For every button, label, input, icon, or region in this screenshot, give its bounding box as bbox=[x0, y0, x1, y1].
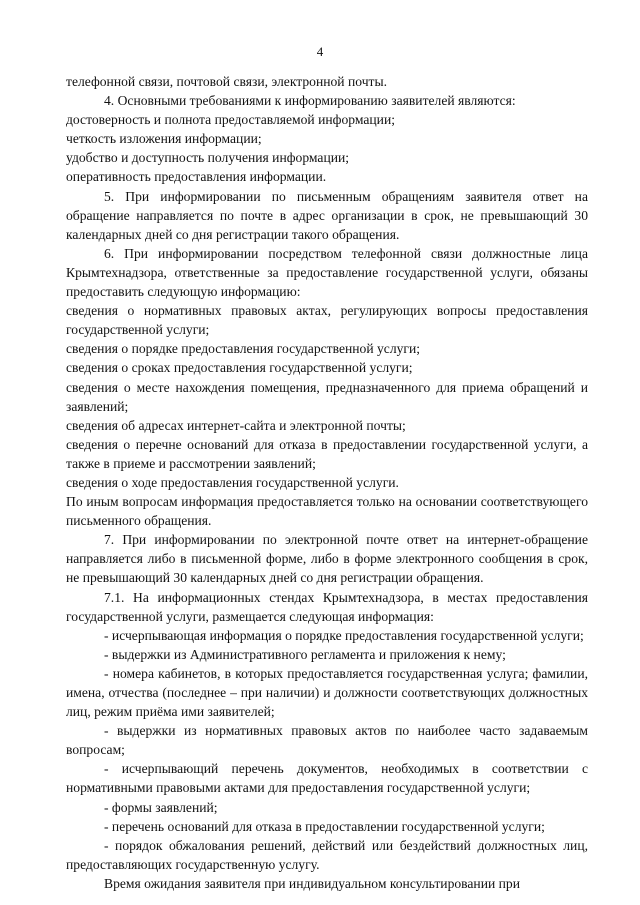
paragraph: оперативность предоставления информации. bbox=[66, 169, 327, 185]
paragraph: - исчерпывающая информация о порядке предоставления государственной услуги; bbox=[104, 627, 584, 643]
paragraph: сведения об адресах интернет-сайта и электронной почты; bbox=[66, 417, 406, 433]
paragraph: достоверность и полнота предоставляемой информации; bbox=[66, 112, 395, 128]
paragraph: телефонной связи, почтовой связи, электронной почты. bbox=[66, 74, 388, 89]
paragraph: удобство и доступность получения информации; bbox=[66, 150, 350, 166]
paragraph: сведения о месте нахождения помещения, предназначенного для приема обращений и заявлений; bbox=[66, 379, 588, 414]
paragraph: По иным вопросам информация предоставляется только на основании соответствующего письменного обращения. bbox=[66, 494, 588, 529]
paragraph: - исчерпывающий перечень документов, необходимых в соответствии с нормативными правовыми актами для предоставления государственной услуги; bbox=[66, 761, 588, 796]
paragraph: сведения о нормативных правовых актах, регулирующих вопросы предоставления государственной услуги; bbox=[66, 303, 588, 338]
paragraph: Время ожидания заявителя при индивидуальном консультировании при bbox=[104, 875, 521, 891]
paragraph: - формы заявлений; bbox=[104, 799, 218, 815]
paragraph: 6. При информировании посредством телефонной связи должностные лица Крымтехнадзора, ответственные за предоставление государственной услуги, обязаны предоставить следующую информацию: bbox=[66, 245, 588, 300]
document-body bbox=[66, 72, 588, 893]
paragraph: - перечень оснований для отказа в предоставлении государственной услуги; bbox=[104, 818, 545, 834]
paragraph: сведения о порядке предоставления государственной услуги; bbox=[66, 341, 421, 357]
paragraph: 7.1. На информационных стендах Крымтехнадзора, в местах предоставления государственной услуги, размещается следующая информация: bbox=[66, 589, 588, 624]
paragraph: 4. Основными требованиями к информированию заявителей являются: bbox=[104, 93, 516, 109]
paragraph: сведения о сроках предоставления государственной услуги; bbox=[66, 360, 413, 376]
paragraph: - номера кабинетов, в которых предоставляется государственная услуга; фамилии, имена, отчества (последнее – при наличии) и должности соответствующих должностных лиц, режим приёма ими заявителей; bbox=[66, 665, 588, 720]
paragraph: - выдержки из нормативных правовых актов по наиболее часто задаваемым вопросам; bbox=[66, 723, 588, 758]
paragraph: - выдержки из Административного регламента и приложения к нему; bbox=[104, 646, 506, 662]
page-number: 4 bbox=[316, 44, 324, 59]
paragraph: 7. При информировании по электронной почте ответ на интернет-обращение направляется либо в письменной форме, либо в форме электронного сообщения в срок, не превышающий 30 календарных дней со дня регистрации обращения. bbox=[66, 532, 588, 586]
paragraph: 5. При информировании по письменным обращениям заявителя ответ на обращение направляется по почте в адрес организации в срок, не превышающий 30 календарных дней со дня регистрации такого обращения. bbox=[66, 188, 588, 242]
paragraph: сведения о перечне оснований для отказа в предоставлении государственной услуги, а также в приеме и рассмотрении заявлений; bbox=[66, 436, 588, 471]
paragraph: сведения о ходе предоставления государственной услуги. bbox=[66, 474, 399, 490]
paragraph: четкость изложения информации; bbox=[66, 131, 262, 147]
paragraph: - порядок обжалования решений, действий или бездействий должностных лиц, предоставляющих государственную услугу. bbox=[66, 837, 588, 872]
